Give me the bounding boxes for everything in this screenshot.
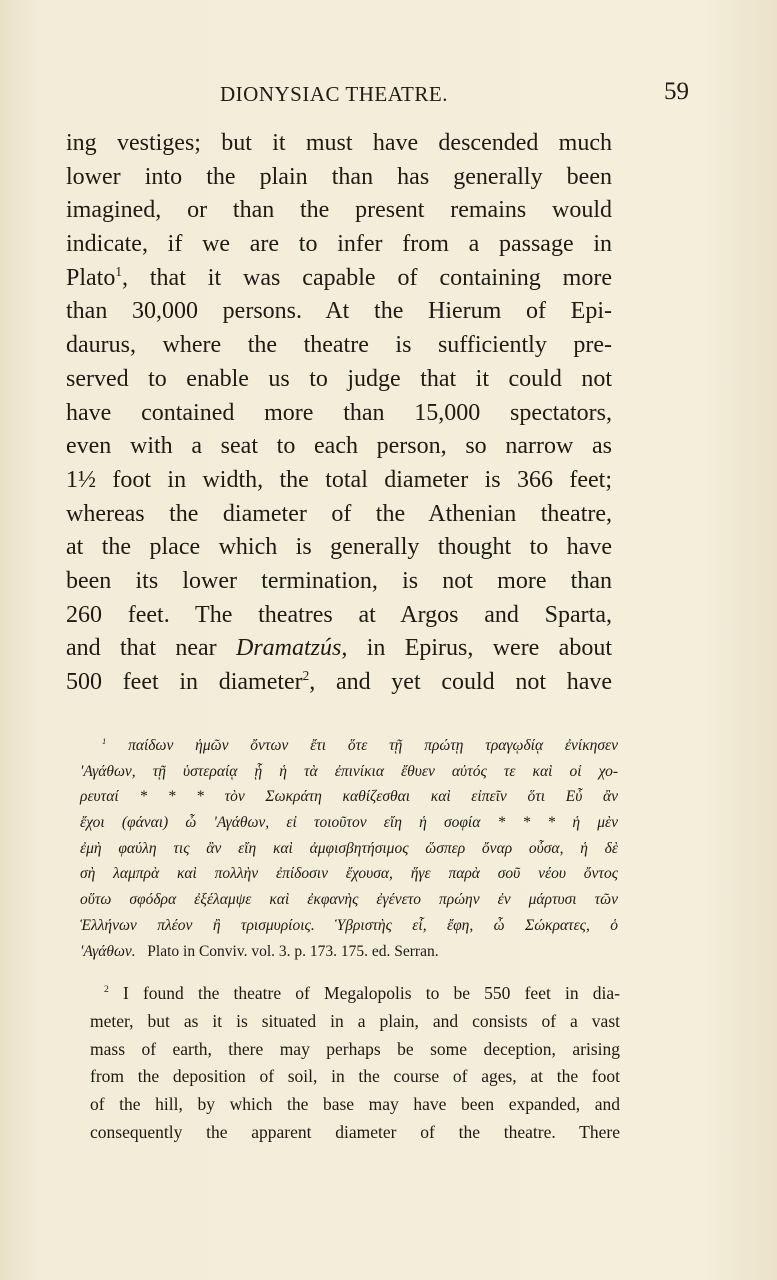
footnote-line: mass of earth, there may perhaps be some deception, arising (90, 1038, 620, 1059)
footnote-marker: 2 (104, 984, 109, 996)
footnote-marker: 1 (102, 735, 107, 746)
text-segment: and that near (66, 635, 236, 662)
footnote-line: οὕτω σφόδρα ἐξέλαμψε καὶ ἐκφανὴς ἐγένετο πρώην ἐν μάρτυσι τῶν (80, 891, 618, 909)
text-segment: , and yet could not have (309, 669, 612, 695)
text-segment: , that it was capable of containing more (121, 264, 612, 291)
text-line (66, 632, 612, 666)
footnote-line: of the hill, by which the base may have been expanded, and (90, 1094, 620, 1115)
footnote-line: ἔχοι (φάναι) ὦ 'Αγάθων, εἰ τοιοῦτον εἴη ἡ σοφία * * * ἡ μὲν (80, 814, 618, 832)
footnote-line (90, 980, 620, 1008)
footnote-line: ἐμὴ φαύλη τις ἂν εἴη καὶ ἀμφισβητήσιμος ὥσπερ ὄναρ οὖσα, ἡ δὲ (80, 839, 618, 857)
page-number: 59 (664, 78, 689, 105)
running-head: DIONYSIAC THEATRE. (220, 82, 448, 106)
footnote-line (80, 733, 618, 759)
greek-text: 'Αγάθων. (80, 942, 136, 960)
footnote-2 (90, 980, 620, 1147)
citation: Plato in Conviv. vol. 3. p. 173. 175. ed. Serran. (147, 942, 439, 960)
text-line: lower into the plain than has generally been (66, 163, 612, 190)
text-line: even with a seat to each person, so narrow as (66, 433, 612, 460)
text-line: 260 feet. The theatres at Argos and Sparta, (66, 601, 612, 628)
text-line (66, 262, 612, 296)
greek-text: παίδων ἡμῶν ὄντων ἔτι ὅτε τῇ πρώτῃ τραγῳδίᾳ ἐνίκησεν (128, 737, 618, 754)
text-line: at the place which is generally thought to have (66, 534, 612, 561)
text-line: 1½ foot in width, the total diameter is 366 feet; (66, 466, 612, 493)
text-line: ing vestiges; but it must have descended much (66, 130, 612, 156)
footnote-line: Ἑλλήνων πλέον ἢ τρισμυρίοις. Ὑβριστὴς εἶ, ἔφη, ὦ Σώκρατες, ὁ (80, 916, 618, 934)
text-line: served to enable us to judge that it could not (66, 365, 612, 392)
main-text (66, 127, 612, 700)
footnote-line: ρευταί * * * τὸν Σωκράτη καθίζεσθαι καὶ εἰπεῖν ὅτι Εὖ ἂν (80, 788, 618, 806)
footnote-reference[interactable]: 1 (115, 263, 122, 279)
text-line: than 30,000 persons. At the Hierum of Epi- (66, 298, 612, 325)
text-line: have contained more than 15,000 spectators, (66, 399, 612, 426)
footnote-line: consequently the apparent diameter of the theatre. There (90, 1121, 620, 1142)
text-line: been its lower termination, is not more than (66, 567, 612, 594)
text-segment: in Epirus, were about (347, 635, 613, 662)
footnote-line (80, 939, 618, 965)
footnote-reference[interactable]: 2 (302, 668, 310, 683)
text-segment: Plato (66, 264, 116, 291)
text-line: whereas the diameter of the Athenian theatre, (66, 500, 612, 527)
footnote-line: σὴ λαμπρὰ καὶ πολλὴν ἐπίδοσιν ἔχουσα, ἥγε παρὰ σοῦ νέου ὄντος (80, 865, 618, 883)
text-line: daurus, where the theatre is sufficiently pre- (66, 332, 612, 359)
place-name: Dramatzús, (235, 635, 348, 662)
footnote-line: from the deposition of soil, in the course of ages, at the foot (90, 1066, 620, 1087)
text-line: indicate, if we are to infer from a passage in (66, 231, 612, 258)
footnote-line: 'Αγάθων, τῇ ὑστεραίᾳ ᾗ ἡ τὰ ἐπινίκια ἔθυεν αὐτός τε καὶ οἱ χο- (80, 762, 618, 780)
footnote-line: meter, but as it is situated in a plain, and consists of a vast (90, 1010, 620, 1031)
footnote-1 (80, 733, 618, 964)
text-line (66, 666, 612, 700)
text-segment: 500 feet in diameter (66, 669, 303, 695)
text-line: imagined, or than the present remains would (66, 197, 612, 224)
text-segment: I found the theatre of Megalopolis to be 550 feet in dia- (122, 983, 620, 1003)
